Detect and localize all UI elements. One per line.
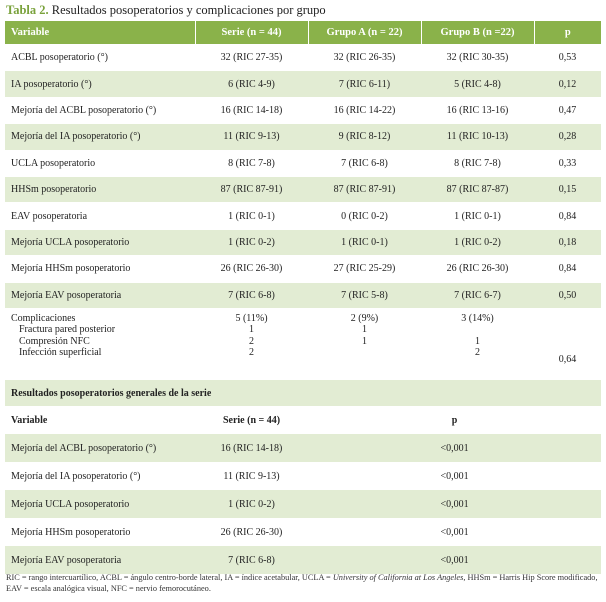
complications-row [5, 308, 601, 370]
complication-item-label: Fractura pared posterior [19, 324, 116, 336]
cell-grupo-b: 1 (RIC 0-2) [421, 229, 534, 255]
cell-grupo-b: 16 (RIC 13-16) [421, 97, 534, 123]
complications-grupo-a: 2 (9%) [350, 312, 379, 324]
complication-item-label: Compresión NFC [19, 335, 90, 347]
cell-variable: HHSm posoperatorio [5, 176, 195, 202]
col-header-p: p [308, 406, 601, 434]
table-row [5, 229, 601, 255]
cell-variable: ACBL posoperatorio (°) [5, 45, 195, 71]
cell-variable: Mejoría del IA posoperatorio (°) [5, 124, 195, 150]
cell-variable: Mejoría HHSm posoperatorio [5, 256, 195, 282]
cell-serie: 16 (RIC 14-18) [195, 97, 308, 123]
table-row [5, 462, 601, 490]
cell-grupo-a: 32 (RIC 26-35) [308, 45, 421, 71]
table-row [5, 203, 601, 229]
table-header-row [5, 21, 601, 45]
cell-serie: 1 (RIC 0-2) [195, 229, 308, 255]
cell-variable: Mejoría del ACBL posoperatorio (°) [5, 97, 195, 123]
cell-variable: Mejoría EAV posoperatoria [5, 546, 195, 574]
cell-p: 0,50 [534, 282, 601, 308]
complication-serie-value: 2 [249, 347, 254, 359]
cell-p: 0,33 [534, 150, 601, 176]
table-caption: Resultados posoperatorios y complicaciones por grupo [51, 3, 326, 17]
cell-serie: 87 (RIC 87-91) [195, 176, 308, 202]
cell-variable: UCLA posoperatorio [5, 150, 195, 176]
cell-serie: 11 (RIC 9-13) [195, 124, 308, 150]
complication-grupo-a-value: 1 [362, 335, 367, 347]
cell-serie: 26 (RIC 26-30) [195, 518, 308, 546]
cell-grupo-b: 26 (RIC 26-30) [421, 256, 534, 282]
table-row [5, 124, 601, 150]
cell-grupo-b: 11 (RIC 10-13) [421, 124, 534, 150]
complication-grupo-b-value [427, 324, 528, 336]
cell-variable: IA posoperatorio (°) [5, 71, 195, 97]
cell-grupo-a: 7 (RIC 6-11) [308, 71, 421, 97]
cell-variable: Mejoría UCLA posoperatorio [5, 229, 195, 255]
cell-grupo-a: 87 (RIC 87-91) [308, 176, 421, 202]
table-title [6, 3, 326, 18]
cell-p: 0,18 [534, 229, 601, 255]
cell-variable: Mejoría del IA posoperatorio (°) [5, 462, 195, 490]
cell-p: 0,15 [534, 176, 601, 202]
cell-serie: 6 (RIC 4-9) [195, 71, 308, 97]
complication-grupo-b-value: 1 [475, 335, 480, 347]
cell-grupo-a: 27 (RIC 25-29) [308, 256, 421, 282]
cell-p: <0,001 [308, 434, 601, 462]
cell-grupo-a: 0 (RIC 0-2) [308, 203, 421, 229]
cell-grupo-b: 7 (RIC 6-7) [421, 282, 534, 308]
col-header-serie: Serie (n = 44) [195, 21, 308, 45]
col-header-grupo-a: Grupo A (n = 22) [308, 21, 421, 45]
section-title: Resultados posoperatorios generales de la serie [5, 380, 601, 406]
complications-p: 0,64 [558, 354, 577, 366]
table-number: Tabla 2. [6, 3, 49, 17]
table-row [5, 256, 601, 282]
cell-serie: 1 (RIC 0-1) [195, 203, 308, 229]
footnote-italic: University of California at Los Angeles [332, 573, 464, 582]
col-header-p: p [564, 27, 571, 38]
cell-variable: Mejoría UCLA posoperatorio [5, 490, 195, 518]
cell-serie: 32 (RIC 27-35) [195, 45, 308, 71]
cell-p: <0,001 [308, 462, 601, 490]
table-row [5, 434, 601, 462]
cell-p: 0,84 [534, 203, 601, 229]
cell-variable: EAV posoperatoria [5, 203, 195, 229]
table-row [5, 97, 601, 123]
complication-grupo-b-value: 2 [475, 347, 480, 359]
cell-grupo-a: 9 (RIC 8-12) [308, 124, 421, 150]
cell-p: 0,84 [534, 256, 601, 282]
col-header-variable: Variable [5, 21, 195, 45]
cell-p: <0,001 [308, 490, 601, 518]
table2-header-row [5, 406, 601, 434]
cell-variable: Mejoría EAV posoperatoria [5, 282, 195, 308]
cell-p: 0,28 [534, 124, 601, 150]
complication-serie-value: 1 [249, 324, 254, 336]
col-header-serie: Serie (n = 44) [195, 406, 308, 434]
cell-grupo-a: 16 (RIC 14-22) [308, 97, 421, 123]
section-title-row [5, 380, 601, 406]
cell-serie: 11 (RIC 9-13) [195, 462, 308, 490]
cell-serie: 8 (RIC 7-8) [195, 150, 308, 176]
complications-label: Complicaciones [11, 312, 76, 324]
cell-grupo-a: 1 (RIC 0-1) [308, 229, 421, 255]
table-row [5, 282, 601, 308]
complication-serie-value: 2 [249, 335, 254, 347]
cell-p: <0,001 [308, 518, 601, 546]
cell-serie: 1 (RIC 0-2) [195, 490, 308, 518]
cell-grupo-a: 7 (RIC 5-8) [308, 282, 421, 308]
table-row [5, 150, 601, 176]
complications-grupo-b: 3 (14%) [461, 312, 494, 324]
cell-grupo-b: 5 (RIC 4-8) [421, 71, 534, 97]
table-row [5, 176, 601, 202]
cell-grupo-b: 8 (RIC 7-8) [421, 150, 534, 176]
col-header-variable: Variable [5, 406, 195, 434]
table-row [5, 546, 601, 574]
cell-p: 0,53 [534, 45, 601, 71]
cell-serie: 26 (RIC 26-30) [195, 256, 308, 282]
cell-grupo-a: 7 (RIC 6-8) [308, 150, 421, 176]
table-row [5, 45, 601, 71]
cell-variable: Mejoría HHSm posoperatorio [5, 518, 195, 546]
cell-variable: Mejoría del ACBL posoperatorio (°) [5, 434, 195, 462]
complication-grupo-a-value: 1 [362, 324, 367, 336]
table-row [5, 518, 601, 546]
cell-grupo-b: 32 (RIC 30-35) [421, 45, 534, 71]
col-header-grupo-b: Grupo B (n =22) [421, 21, 534, 45]
footnote-text: RIC = rango intercuartílico, ACBL = ángulo centro-borde lateral, IA = índice acetabular, UCLA = [6, 573, 333, 582]
cell-grupo-b: 87 (RIC 87-87) [421, 176, 534, 202]
cell-p: 0,47 [534, 97, 601, 123]
footnote [6, 572, 600, 594]
cell-serie: 7 (RIC 6-8) [195, 282, 308, 308]
cell-grupo-b: 1 (RIC 0-1) [421, 203, 534, 229]
complication-item-label: Infección superficial [19, 347, 102, 359]
table-row [5, 71, 601, 97]
table-row [5, 490, 601, 518]
cell-p: <0,001 [308, 546, 601, 574]
cell-serie: 16 (RIC 14-18) [195, 434, 308, 462]
footnote-text-end: , HHSm = Harris Hip Score modificado, EAV = escala analógica visual, NFC = nervio femorocutáneo. [6, 573, 598, 593]
general-results-table [5, 380, 601, 574]
cell-serie: 7 (RIC 6-8) [195, 546, 308, 574]
cell-p: 0,12 [534, 71, 601, 97]
complications-serie: 5 (11%) [235, 312, 268, 324]
results-table [5, 21, 601, 370]
